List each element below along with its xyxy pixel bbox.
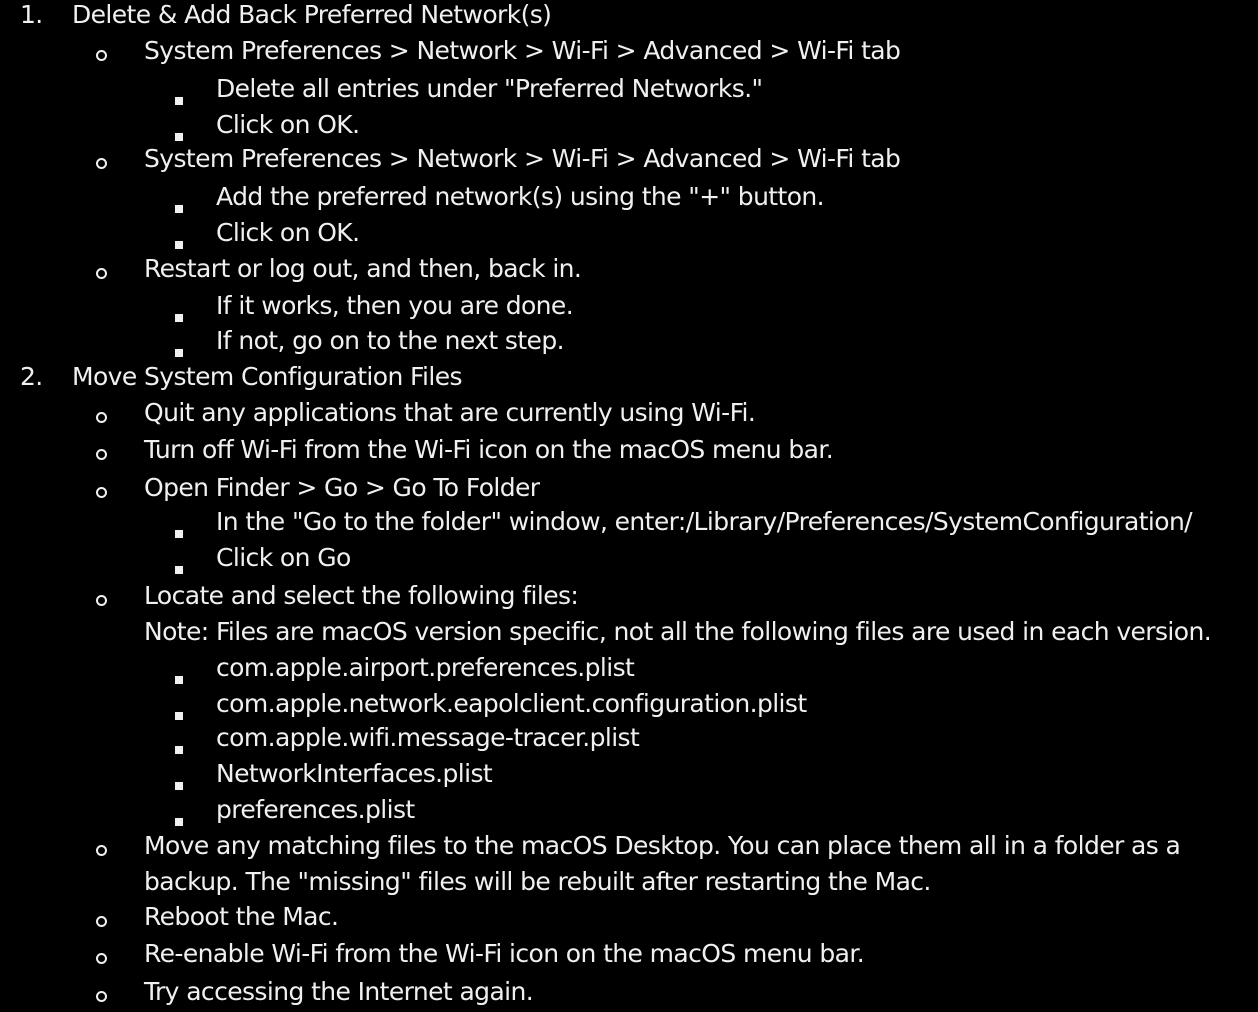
- square-bullet-icon: [175, 699, 183, 724]
- circle-bullet-icon: [96, 906, 107, 931]
- list-item-text: Locate and select the following files:: [144, 581, 579, 610]
- square-bullet-icon: [175, 517, 183, 542]
- circle-bullet-icon: [96, 835, 107, 860]
- list-item-text: Try accessing the Internet again.: [144, 977, 534, 1006]
- sub-list-item-text: In the "Go to the folder" window, enter:/Library/Preferences/SystemConfiguration/: [216, 507, 1193, 536]
- square-bullet-icon: [175, 733, 183, 758]
- step-title: Delete & Add Back Preferred Network(s): [72, 0, 552, 29]
- square-bullet-icon: [175, 301, 183, 326]
- list-item-text: Re-enable Wi-Fi from the Wi-Fi icon on the macOS menu bar.: [144, 939, 865, 968]
- circle-bullet-icon: [96, 943, 107, 968]
- step-title: Move System Configuration Files: [72, 362, 462, 391]
- list-item-text: Reboot the Mac.: [144, 902, 339, 931]
- circle-bullet-icon: [96, 258, 107, 283]
- list-item-text: Move any matching files to the macOS Desktop. You can place them all in a folder as a: [144, 831, 1181, 860]
- circle-bullet-icon: [96, 477, 107, 502]
- sub-list-item-text: preferences.plist: [216, 795, 415, 824]
- circle-bullet-icon: [96, 439, 107, 464]
- square-bullet-icon: [175, 336, 183, 361]
- circle-bullet-icon: [96, 40, 107, 65]
- sub-list-item-text: Click on Go: [216, 543, 351, 572]
- sub-list-item-text: If not, go on to the next step.: [216, 326, 564, 355]
- sub-list-item-text: NetworkInterfaces.plist: [216, 759, 493, 788]
- sub-list-item-text: If it works, then you are done.: [216, 291, 574, 320]
- square-bullet-icon: [175, 120, 183, 145]
- square-bullet-icon: [175, 553, 183, 578]
- sub-list-item-text: Click on OK.: [216, 218, 360, 247]
- sub-list-item-text: Add the preferred network(s) using the "+" button.: [216, 182, 825, 211]
- step-number: 1.: [20, 0, 43, 29]
- circle-bullet-icon: [96, 981, 107, 1006]
- circle-bullet-icon: [96, 148, 107, 173]
- list-item-text: Quit any applications that are currently using Wi-Fi.: [144, 398, 756, 427]
- list-item-text: Turn off Wi-Fi from the Wi-Fi icon on the macOS menu bar.: [144, 435, 834, 464]
- sub-list-item-text: Click on OK.: [216, 110, 360, 139]
- sub-list-item-text: com.apple.wifi.message-tracer.plist: [216, 723, 640, 752]
- circle-bullet-icon: [96, 585, 107, 610]
- sub-list-item-text: com.apple.network.eapolclient.configuration.plist: [216, 689, 807, 718]
- step-number: 2.: [20, 362, 43, 391]
- continuation-text: backup. The "missing" files will be rebuilt after restarting the Mac.: [144, 867, 931, 896]
- square-bullet-icon: [175, 769, 183, 794]
- list-item-text: Restart or log out, and then, back in.: [144, 254, 582, 283]
- list-item-text: System Preferences > Network > Wi-Fi > Advanced > Wi-Fi tab: [144, 144, 901, 173]
- square-bullet-icon: [175, 663, 183, 688]
- square-bullet-icon: [175, 805, 183, 830]
- sub-list-item-text: com.apple.airport.preferences.plist: [216, 653, 635, 682]
- note-text: Note: Files are macOS version specific, not all the following files are used in each version.: [144, 617, 1212, 646]
- square-bullet-icon: [175, 192, 183, 217]
- square-bullet-icon: [175, 84, 183, 109]
- sub-list-item-text: Delete all entries under "Preferred Networks.": [216, 74, 763, 103]
- list-item-text: System Preferences > Network > Wi-Fi > Advanced > Wi-Fi tab: [144, 36, 901, 65]
- square-bullet-icon: [175, 228, 183, 253]
- list-item-text: Open Finder > Go > Go To Folder: [144, 473, 540, 502]
- circle-bullet-icon: [96, 402, 107, 427]
